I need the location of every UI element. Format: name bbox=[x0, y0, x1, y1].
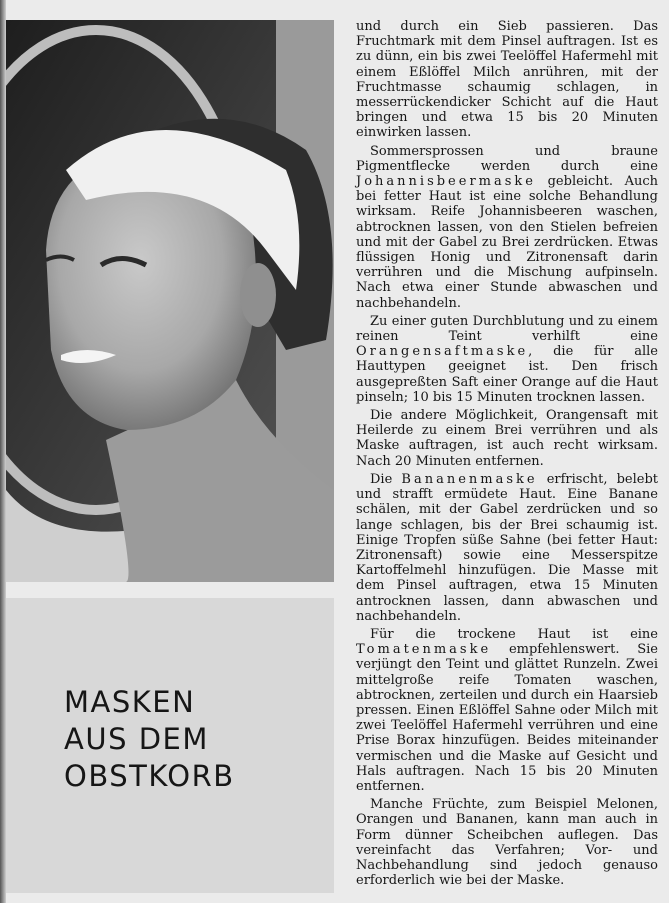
title-line-1: MASKEN bbox=[64, 685, 196, 719]
spaced-term: Bananenmaske bbox=[401, 471, 538, 487]
title-line-2: AUS DEM bbox=[64, 722, 209, 756]
paragraph bbox=[356, 144, 658, 311]
paragraph-text: Für die trockene Haut ist eine bbox=[370, 626, 658, 642]
paragraph-text: Die bbox=[370, 471, 402, 487]
spaced-term: Johannisbeermaske bbox=[356, 174, 536, 190]
spaced-term: Tomatenmaske bbox=[356, 642, 492, 658]
portrait-photo bbox=[6, 20, 334, 582]
title-line-3: OBSTKORB bbox=[64, 759, 235, 793]
title-panel bbox=[6, 598, 334, 893]
paragraph-text: gebleicht. Auch bei fetter Haut ist eine solche Behandlung wirksam. Reife Johannisbeeren waschen, abtrocknen lassen, von den Stielen befreien und mit der Gabel zu Brei zerdrücken. Etwas flüssigen Honig und Zitronensaft darin verrühren und die Mischung aufpinseln. Nach etwa einer Stunde abwaschen und nachbehandeln. bbox=[356, 174, 658, 311]
paragraph-text: Sommersprossen und braune Pigmentflecke werden durch eine bbox=[356, 143, 658, 174]
paragraph bbox=[356, 627, 658, 794]
paragraph bbox=[356, 314, 658, 405]
paragraph bbox=[356, 472, 658, 624]
paragraph-text: Zu einer guten Durchblutung und zu einem reinen Teint verhilft eine bbox=[356, 313, 658, 345]
paragraph-text: Manche Früchte, zum Beispiel Melonen, Orangen und Bananen, kann man auch in Form dünner Scheibchen auflegen. Das vereinfacht das Verfahren; Vor- und Nachbehandlung sind jedoch genauso erforderlich wie bei der Maske. bbox=[356, 797, 658, 889]
paragraph-text: , die für alle Hauttypen geeignet ist. Den frisch ausgepreßten Saft einer Orange auf die Haut pinseln; 10 bis 15 Minuten trocknen lassen. bbox=[356, 344, 658, 405]
article-title bbox=[64, 684, 235, 795]
paragraph-text: Die andere Möglichkeit, Orangensaft mit Heilerde zu einem Brei verrühren und als Maske auftragen, ist auch recht wirksam. Nach 20 Minuten entfernen. bbox=[356, 408, 658, 469]
paragraph bbox=[356, 797, 658, 888]
paragraph-text: erfrischt, belebt und strafft ermüdete Haut. Eine Banane schälen, mit der Gabel zerdrücken und so lange schlagen, bis der Brei schaumig ist. Einige Tropfen süße Sahne (bei fetter Haut: Zitronensaft) sowie eine Messerspitze Kartoffelmehl hinzufügen. Die Masse mit dem Pinsel auftragen, etwa 15 Minuten antrocknen lassen, dann abwaschen und nachbehandeln. bbox=[356, 471, 658, 624]
paragraph bbox=[356, 408, 658, 469]
spaced-term: Orangensaftmaske bbox=[356, 344, 529, 360]
portrait-illustration bbox=[6, 20, 334, 582]
ear bbox=[240, 263, 276, 327]
paragraph-text: empfehlenswert. Sie verjüngt den Teint und glättet Runzeln. Zwei mittelgroße reife Tomaten waschen, abtrocknen, zerteilen und durch ein Haarsieb pressen. Einen Eßlöffel Sahne oder Milch mit zwei Teelöffel Hafermehl verrühren und eine Prise Borax hinzufügen. Beides miteinander vermischen und die Maske auf Gesicht und Hals auftragen. Nach 15 bis 20 Minuten entfernen. bbox=[356, 642, 658, 794]
paragraph-text: und durch ein Sieb passieren. Das Fruchtmark mit dem Pinsel auftragen. Ist es zu dünn, ein bis zwei Teelöffel Hafermehl mit einem Eßlöffel Milch anrühren, mit der Fruchtmasse schaumig schlagen, in messerrückendicker Schicht auf die Haut bringen und etwa 15 bis 20 Minuten einwirken lassen. bbox=[356, 19, 658, 141]
article-text-column bbox=[356, 19, 658, 891]
paragraph bbox=[356, 19, 658, 141]
